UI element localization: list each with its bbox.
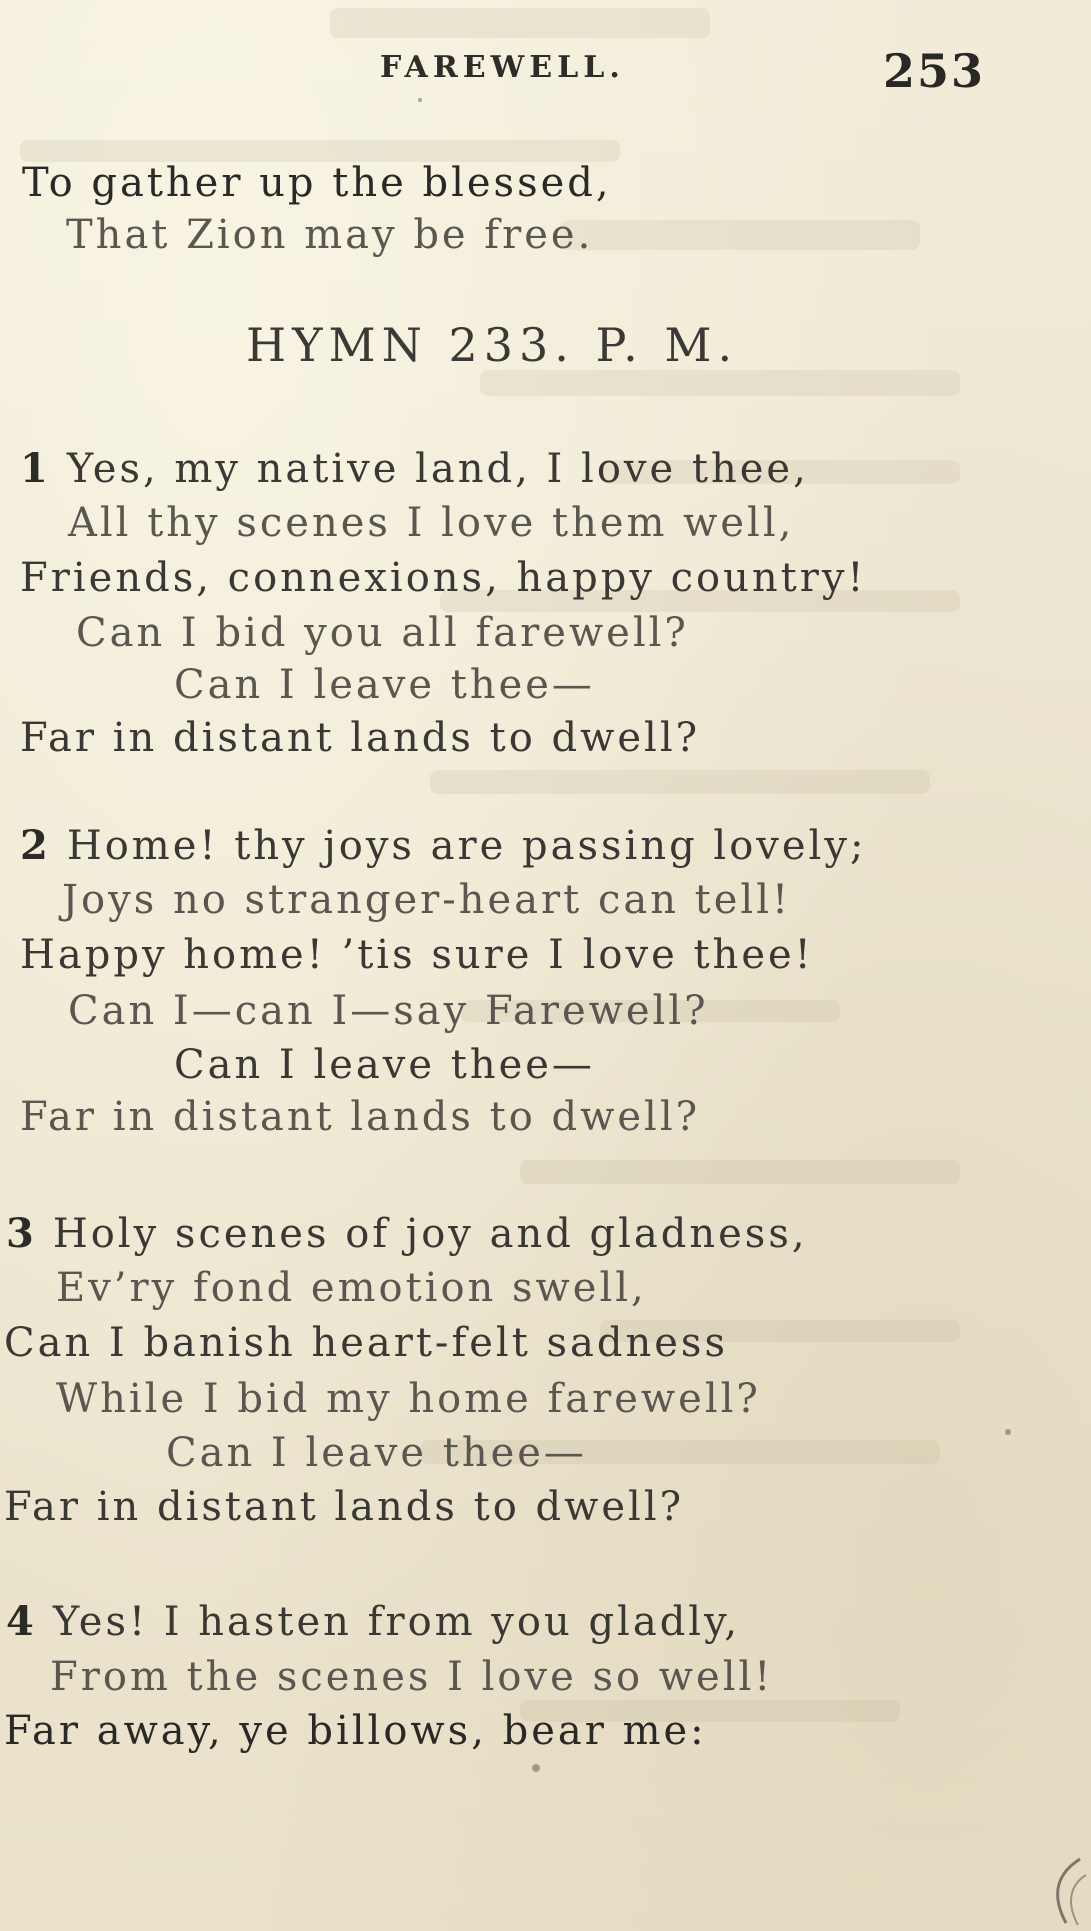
previous-hymn-line: To gather up the blessed,: [22, 160, 612, 206]
stanza-line: While I bid my home farewell?: [56, 1376, 761, 1422]
page-number: 253: [883, 44, 986, 98]
stanza-line-text: Holy scenes of joy and gladness,: [52, 1211, 808, 1257]
stanza-line-text: Yes! I hasten from you gladly,: [52, 1599, 741, 1645]
stanza-line: [6, 1210, 808, 1257]
stanza-line: Can I leave thee—: [174, 662, 595, 708]
stanza-line-text: Yes, my native land, I love thee,: [66, 446, 809, 492]
stanza-line: Can I bid you all farewell?: [76, 610, 689, 656]
stanza-line: Happy home! ’tis sure I love thee!: [20, 932, 814, 978]
stanza-line: Far in distant lands to dwell?: [20, 1094, 701, 1140]
stanza-line: [6, 1598, 740, 1645]
stanza-line: Far in distant lands to dwell?: [20, 715, 701, 761]
previous-hymn-line: That Zion may be free.: [66, 212, 594, 258]
hymn-heading: HYMN 233. P. M.: [246, 318, 739, 372]
stanza-line: Joys no stranger-heart can tell!: [62, 877, 792, 923]
stanza-line-text: Home! thy joys are passing lovely;: [66, 823, 867, 869]
stanza-line: Can I leave thee—: [166, 1430, 587, 1476]
stanza-line: Can I banish heart-felt sadness: [4, 1320, 728, 1366]
stanza-number: 3: [6, 1210, 37, 1257]
page-corner-mark: [1040, 1855, 1088, 1927]
stanza-line: [20, 822, 866, 869]
stanza-number: 1: [20, 445, 51, 492]
stanza-line: Friends, connexions, happy country!: [20, 555, 867, 601]
stanza-line: Far away, ye billows, bear me:: [4, 1708, 707, 1754]
stanza-number: 4: [6, 1598, 37, 1645]
running-header: FAREWELL.: [380, 50, 625, 85]
stanza-line: Ev’ry fond emotion swell,: [56, 1265, 647, 1311]
stanza-line: [20, 445, 809, 492]
stanza-line: From the scenes I love so well!: [50, 1654, 774, 1700]
stanza-line: Can I—can I—say Farewell?: [68, 988, 709, 1034]
stanza-number: 2: [20, 822, 51, 869]
stanza-line: Far in distant lands to dwell?: [4, 1484, 685, 1530]
stanza-line: All thy scenes I love them well,: [68, 500, 795, 546]
stanza-line: Can I leave thee—: [174, 1042, 595, 1088]
